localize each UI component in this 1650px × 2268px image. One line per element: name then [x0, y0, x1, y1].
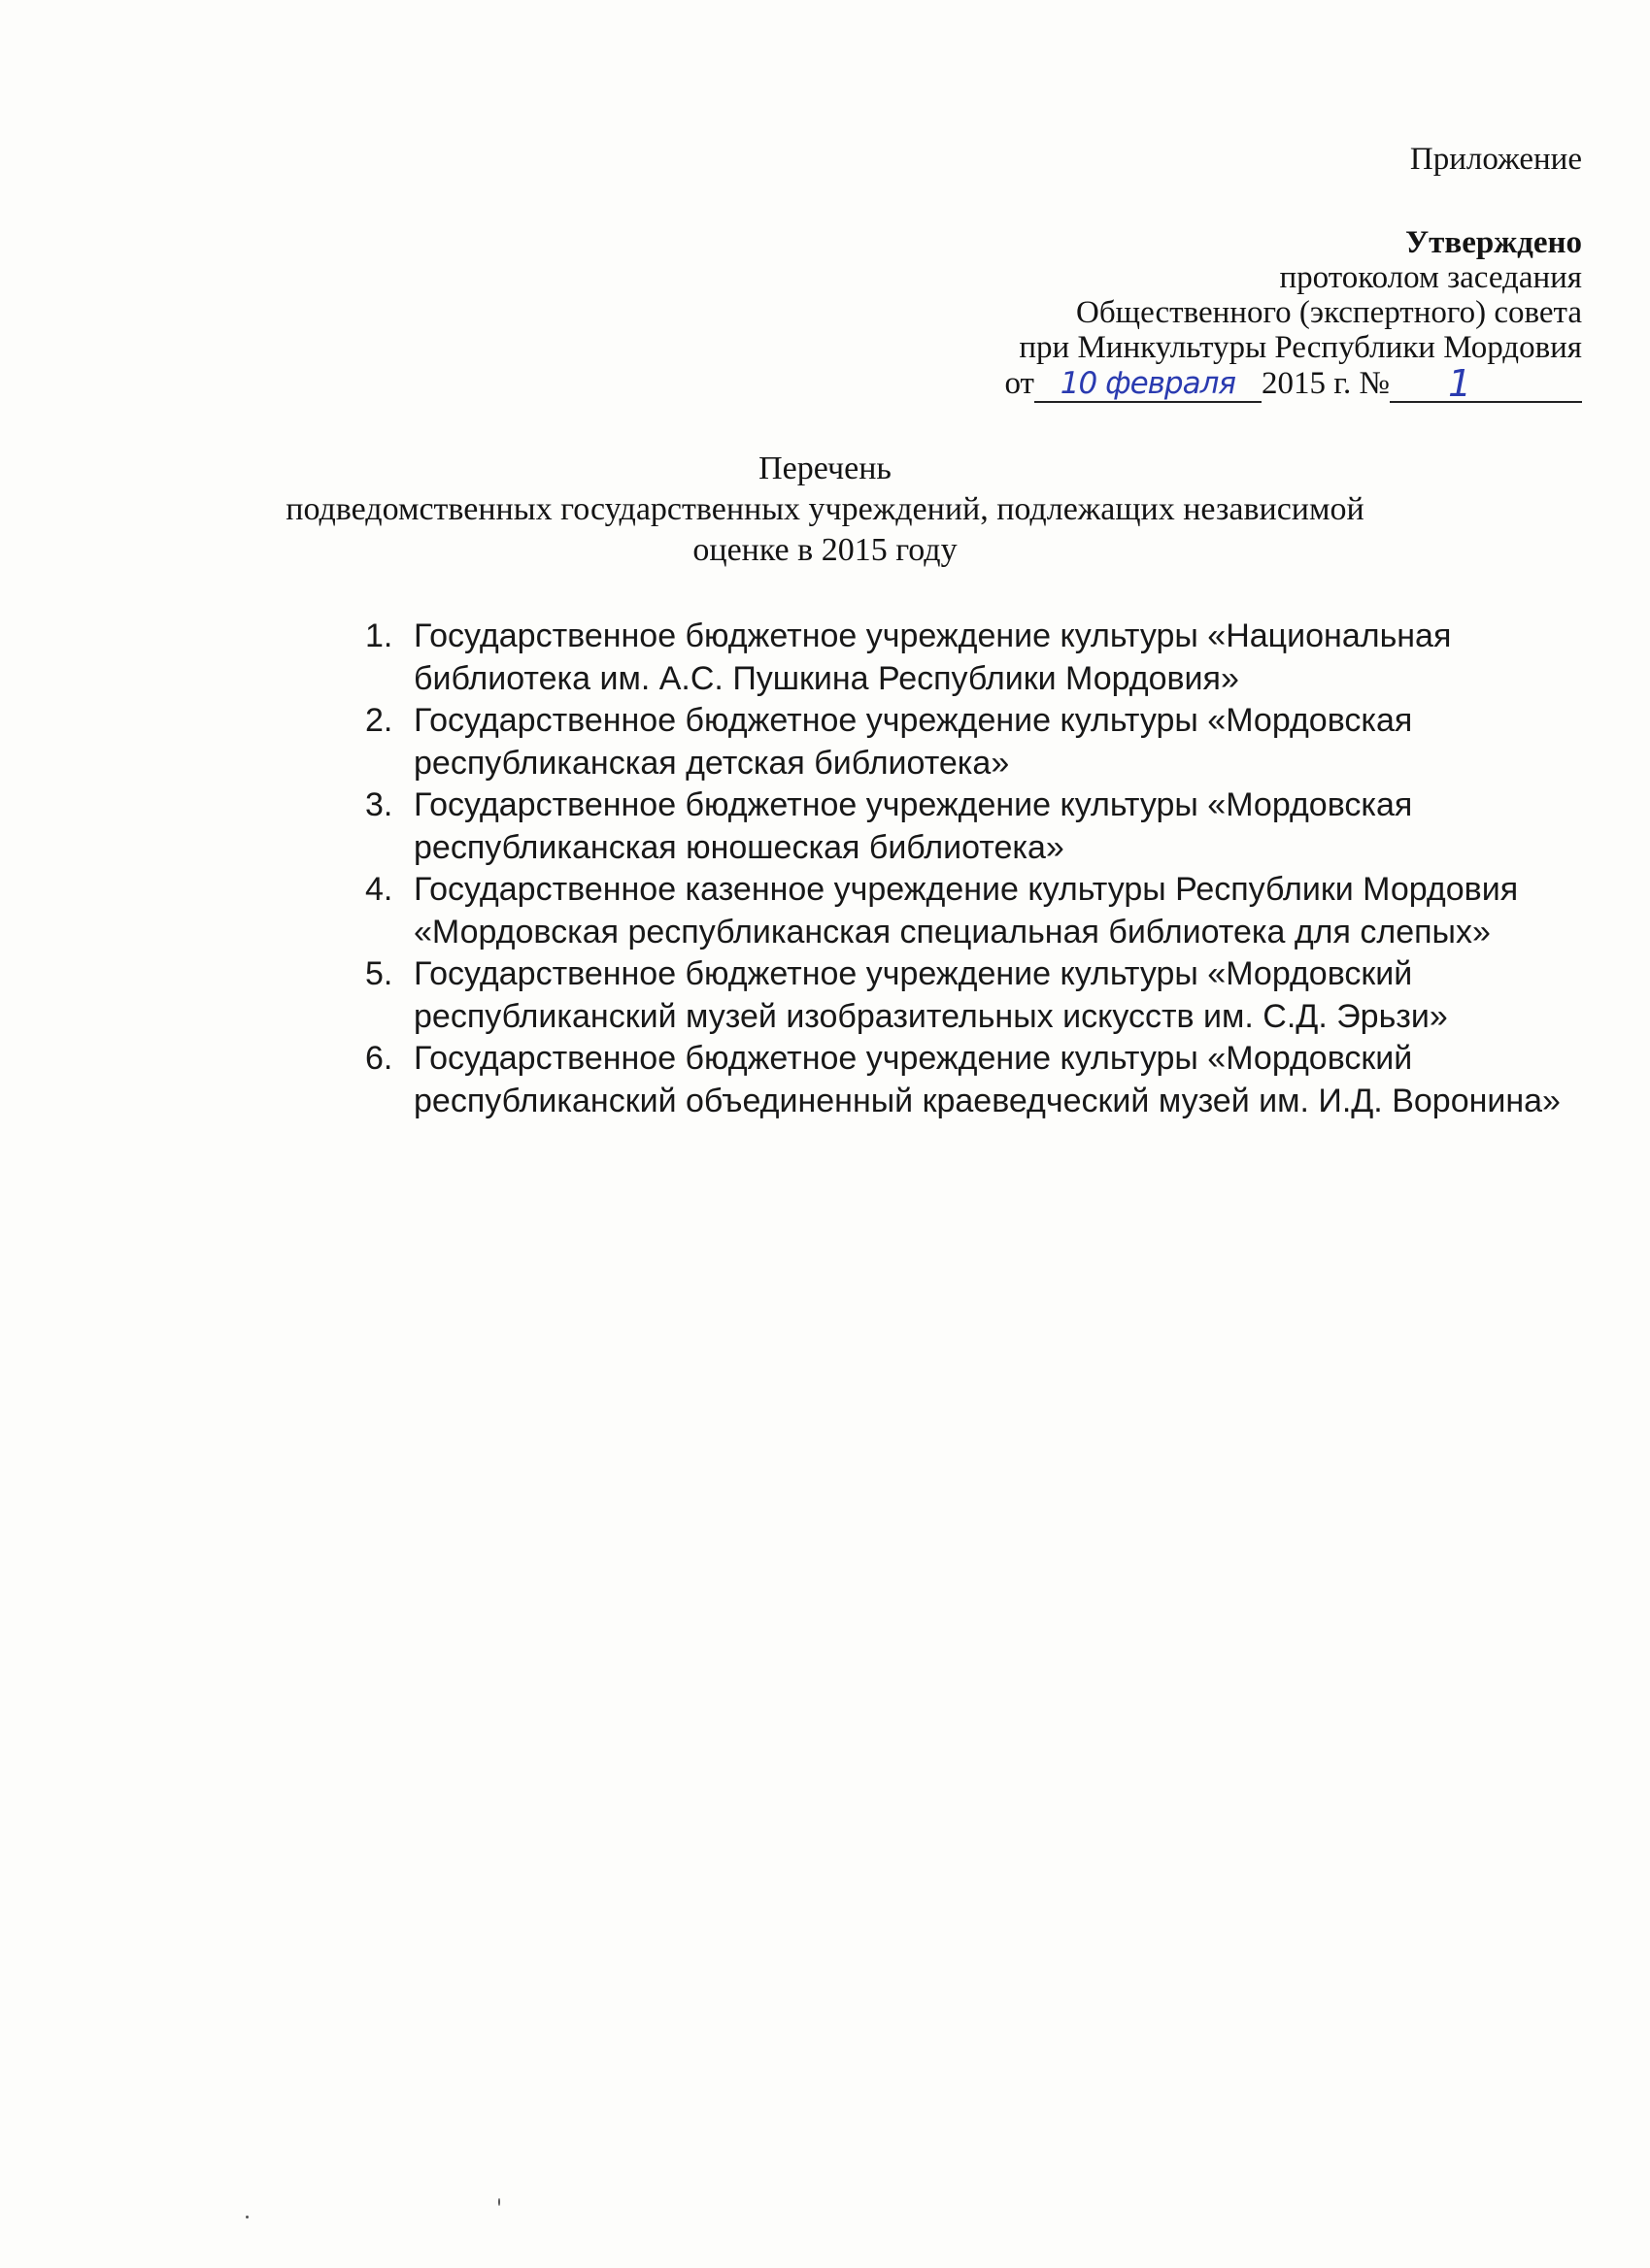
handwritten-number: 1	[1448, 362, 1471, 405]
list-item	[365, 1038, 1589, 1122]
list-item	[365, 700, 1589, 784]
list-item-number: 2.	[365, 702, 393, 739]
list-item	[365, 869, 1589, 953]
approval-council-line: Общественного (экспертного) совета	[1076, 295, 1582, 330]
list-item-number: 4.	[365, 871, 393, 908]
approval-protocol-line: протоколом заседания	[1279, 260, 1582, 295]
date-blank	[1034, 366, 1262, 403]
list-item-text: Государственное казенное учреждение культуры Республики Мордовия «Мордовская республиканская специальная библиотека для слепых»	[414, 871, 1519, 951]
approval-date-line	[1004, 364, 1582, 403]
appendix-label: Приложение	[1409, 142, 1582, 177]
list-item-text: Государственное бюджетное учреждение культуры «Мордовский республиканский объединенный краеведческий музей им. И.Д. Воронина»	[414, 1040, 1561, 1119]
doc-subtitle-line1: подведомственных государственных учреждений, подлежащих независимой	[286, 491, 1364, 527]
scan-speck	[498, 2198, 500, 2206]
approval-ministry-line: при Минкультуры Республики Мордовия	[1019, 330, 1582, 365]
doc-title: Перечень	[758, 450, 892, 486]
handwritten-date: 10 февраля	[1060, 366, 1236, 401]
list-item-number: 1.	[365, 617, 393, 654]
list-item-text: Государственное бюджетное учреждение культуры «Мордовский республиканский музей изобразительных искусств им. С.Д. Эрьзи»	[414, 955, 1448, 1035]
list-item	[365, 953, 1589, 1038]
list-item-number: 6.	[365, 1040, 393, 1077]
list-item	[365, 616, 1589, 700]
list-item-number: 5.	[365, 955, 393, 992]
number-blank	[1390, 362, 1582, 405]
list-item	[365, 784, 1589, 869]
approved-label: Утверждено	[1404, 225, 1582, 260]
institution-list	[365, 616, 1589, 1122]
date-prefix: от	[1004, 366, 1034, 401]
date-year: 2015 г. №	[1261, 366, 1390, 401]
list-item-text: Государственное бюджетное учреждение культуры «Мордовская республиканская детская библиотека»	[414, 702, 1413, 782]
scan-speck	[246, 2216, 249, 2218]
doc-subtitle-line2: оценке в 2015 году	[692, 532, 958, 568]
list-item-text: Государственное бюджетное учреждение культуры «Национальная библиотека им. А.С. Пушкина Республики Мордовия»	[414, 617, 1452, 697]
list-item-number: 3.	[365, 786, 393, 823]
list-item-text: Государственное бюджетное учреждение культуры «Мордовская республиканская юношеская библиотека»	[414, 786, 1413, 866]
